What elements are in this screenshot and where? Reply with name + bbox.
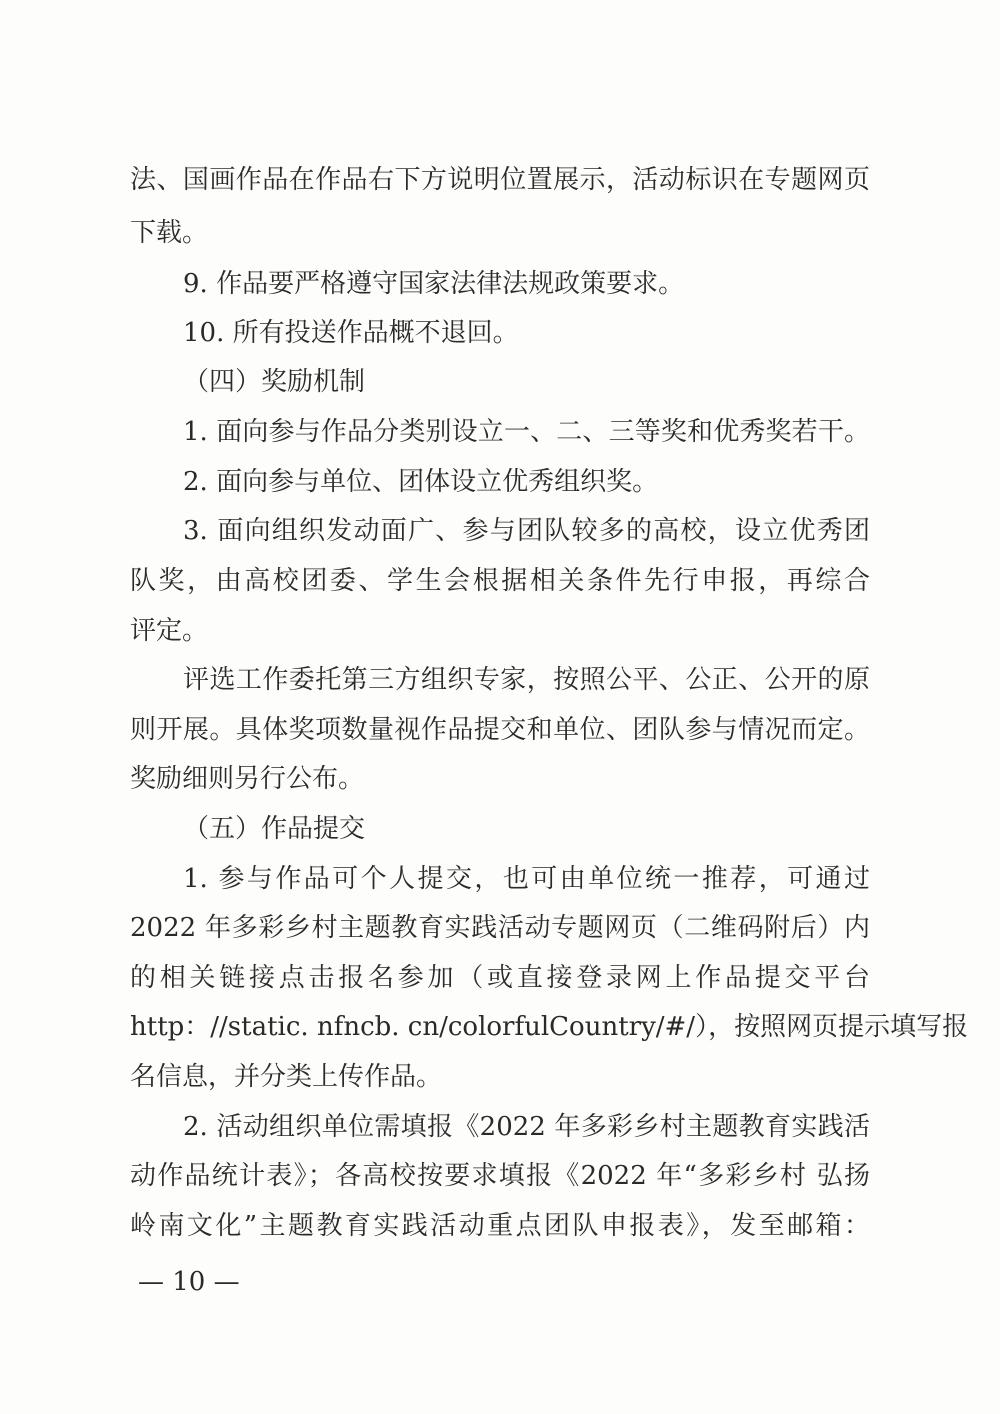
list-item: 2. 面向参与单位、团体设立优秀组织奖。: [183, 467, 659, 497]
paragraph-line: 法、国画作品在作品右下方说明位置展示，活动标识在专题网页: [130, 165, 870, 195]
list-item: 1. 参与作品可个人提交，也可由单位统一推荐，可通过: [183, 864, 870, 894]
list-item: 3. 面向组织发动面广、参与团队较多的高校，设立优秀团: [183, 516, 870, 546]
paragraph-line: http：//static. nfncb. cn/colorfulCountry/#/），按照网页提示填写报: [130, 1012, 969, 1042]
paragraph-line: 奖励细则另行公布。: [130, 764, 365, 794]
list-item: 10. 所有投送作品概不退回。: [183, 318, 519, 348]
page-number: — 10 —: [138, 1267, 240, 1297]
paragraph-line: 评定。: [130, 616, 209, 646]
paragraph-line: 队奖，由高校团委、学生会根据相关条件先行申报，再综合: [130, 566, 870, 596]
paragraph-line: 岭南文化”主题教育实践活动重点团队申报表》，发至邮箱：: [130, 1211, 870, 1241]
list-item: 9. 作品要严格遵守国家法律法规政策要求。: [183, 269, 685, 299]
section-heading: （五）作品提交: [183, 814, 366, 844]
paragraph-line: 2022 年多彩乡村主题教育实践活动专题网页（二维码附后）内: [130, 913, 870, 943]
paragraph-line: 动作品统计表》；各高校按要求填报《2022 年“多彩乡村 弘扬: [130, 1161, 870, 1191]
paragraph-line: 名信息，并分类上传作品。: [130, 1062, 443, 1092]
paragraph-line: 评选工作委托第三方组织专家，按照公平、公正、公开的原: [183, 665, 870, 695]
list-item: 2. 活动组织单位需填报《2022 年多彩乡村主题教育实践活: [183, 1112, 870, 1142]
paragraph-line: 下载。: [130, 218, 209, 248]
list-item: 1. 面向参与作品分类别设立一、二、三等奖和优秀奖若干。: [183, 417, 870, 447]
paragraph-line: 的相关链接点击报名参加（或直接登录网上作品提交平台: [130, 963, 870, 993]
section-heading: （四）奖励机制: [183, 367, 366, 397]
paragraph-line: 则开展。具体奖项数量视作品提交和单位、团队参与情况而定。: [130, 715, 870, 745]
